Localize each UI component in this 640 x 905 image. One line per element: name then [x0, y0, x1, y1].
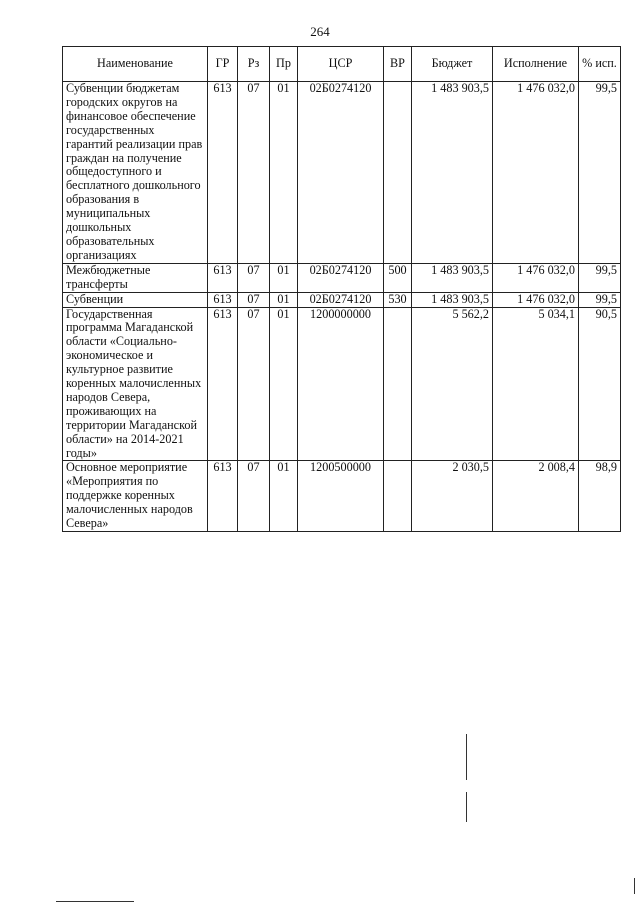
row-name: Государственная программа Магаданской области «Социально-экономическое и культурное развитие коренных малочисленных народов Севера, проживающих на территории Магаданской области» на 2014-2021 годы» — [63, 307, 208, 461]
row-budget: 2 030,5 — [412, 461, 493, 532]
row-gr: 613 — [208, 82, 238, 264]
row-gr: 613 — [208, 307, 238, 461]
row-execution: 1 476 032,0 — [493, 82, 579, 264]
row-gr: 613 — [208, 292, 238, 307]
row-vr — [384, 461, 412, 532]
row-percent: 90,5 — [579, 307, 621, 461]
row-execution: 5 034,1 — [493, 307, 579, 461]
header-vr: ВР — [384, 47, 412, 82]
table-row — [63, 263, 621, 292]
scan-artifact-line — [466, 734, 467, 780]
header-csr: ЦСР — [298, 47, 384, 82]
row-vr — [384, 307, 412, 461]
header-rz: Рз — [238, 47, 270, 82]
row-csr: 1200000000 — [298, 307, 384, 461]
row-vr — [384, 82, 412, 264]
row-vr: 500 — [384, 263, 412, 292]
row-percent: 99,5 — [579, 292, 621, 307]
row-percent: 99,5 — [579, 263, 621, 292]
row-rz: 07 — [238, 292, 270, 307]
row-execution: 1 476 032,0 — [493, 263, 579, 292]
row-csr: 02Б0274120 — [298, 263, 384, 292]
table-header-row — [63, 47, 621, 82]
header-budget: Бюджет — [412, 47, 493, 82]
row-gr: 613 — [208, 263, 238, 292]
row-rz: 07 — [238, 263, 270, 292]
budget-table — [62, 46, 621, 532]
header-pr: Пр — [270, 47, 298, 82]
scan-artifact-line — [634, 878, 635, 894]
header-percent: % исп. — [579, 47, 621, 82]
scan-artifact-line — [466, 792, 467, 822]
header-name: Наименование — [63, 47, 208, 82]
table-row — [63, 82, 621, 264]
row-pr: 01 — [270, 461, 298, 532]
row-percent: 99,5 — [579, 82, 621, 264]
row-pr: 01 — [270, 82, 298, 264]
row-gr: 613 — [208, 461, 238, 532]
row-rz: 07 — [238, 461, 270, 532]
row-budget: 1 483 903,5 — [412, 263, 493, 292]
row-name: Основное мероприятие «Мероприятия по поддержке коренных малочисленных народов Севера» — [63, 461, 208, 532]
row-rz: 07 — [238, 307, 270, 461]
row-name: Межбюджетные трансферты — [63, 263, 208, 292]
row-pr: 01 — [270, 263, 298, 292]
scan-artifact-line — [56, 901, 134, 902]
row-percent: 98,9 — [579, 461, 621, 532]
row-execution: 1 476 032,0 — [493, 292, 579, 307]
row-pr: 01 — [270, 292, 298, 307]
row-vr: 530 — [384, 292, 412, 307]
row-execution: 2 008,4 — [493, 461, 579, 532]
row-csr: 1200500000 — [298, 461, 384, 532]
row-budget: 1 483 903,5 — [412, 82, 493, 264]
table-row — [63, 292, 621, 307]
table-row — [63, 461, 621, 532]
row-csr: 02Б0274120 — [298, 292, 384, 307]
row-rz: 07 — [238, 82, 270, 264]
header-gr: ГР — [208, 47, 238, 82]
row-budget: 5 562,2 — [412, 307, 493, 461]
page-number: 264 — [310, 24, 330, 39]
row-name: Субвенции бюджетам городских округов на финансовое обеспечение государственных гарантий реализации прав граждан на получение общедоступного и бесплатного дошкольного образования в муниципальных дошкольных образовательных организациях — [63, 82, 208, 264]
row-name: Субвенции — [63, 292, 208, 307]
row-csr: 02Б0274120 — [298, 82, 384, 264]
header-execution: Исполнение — [493, 47, 579, 82]
row-budget: 1 483 903,5 — [412, 292, 493, 307]
row-pr: 01 — [270, 307, 298, 461]
table-row — [63, 307, 621, 461]
